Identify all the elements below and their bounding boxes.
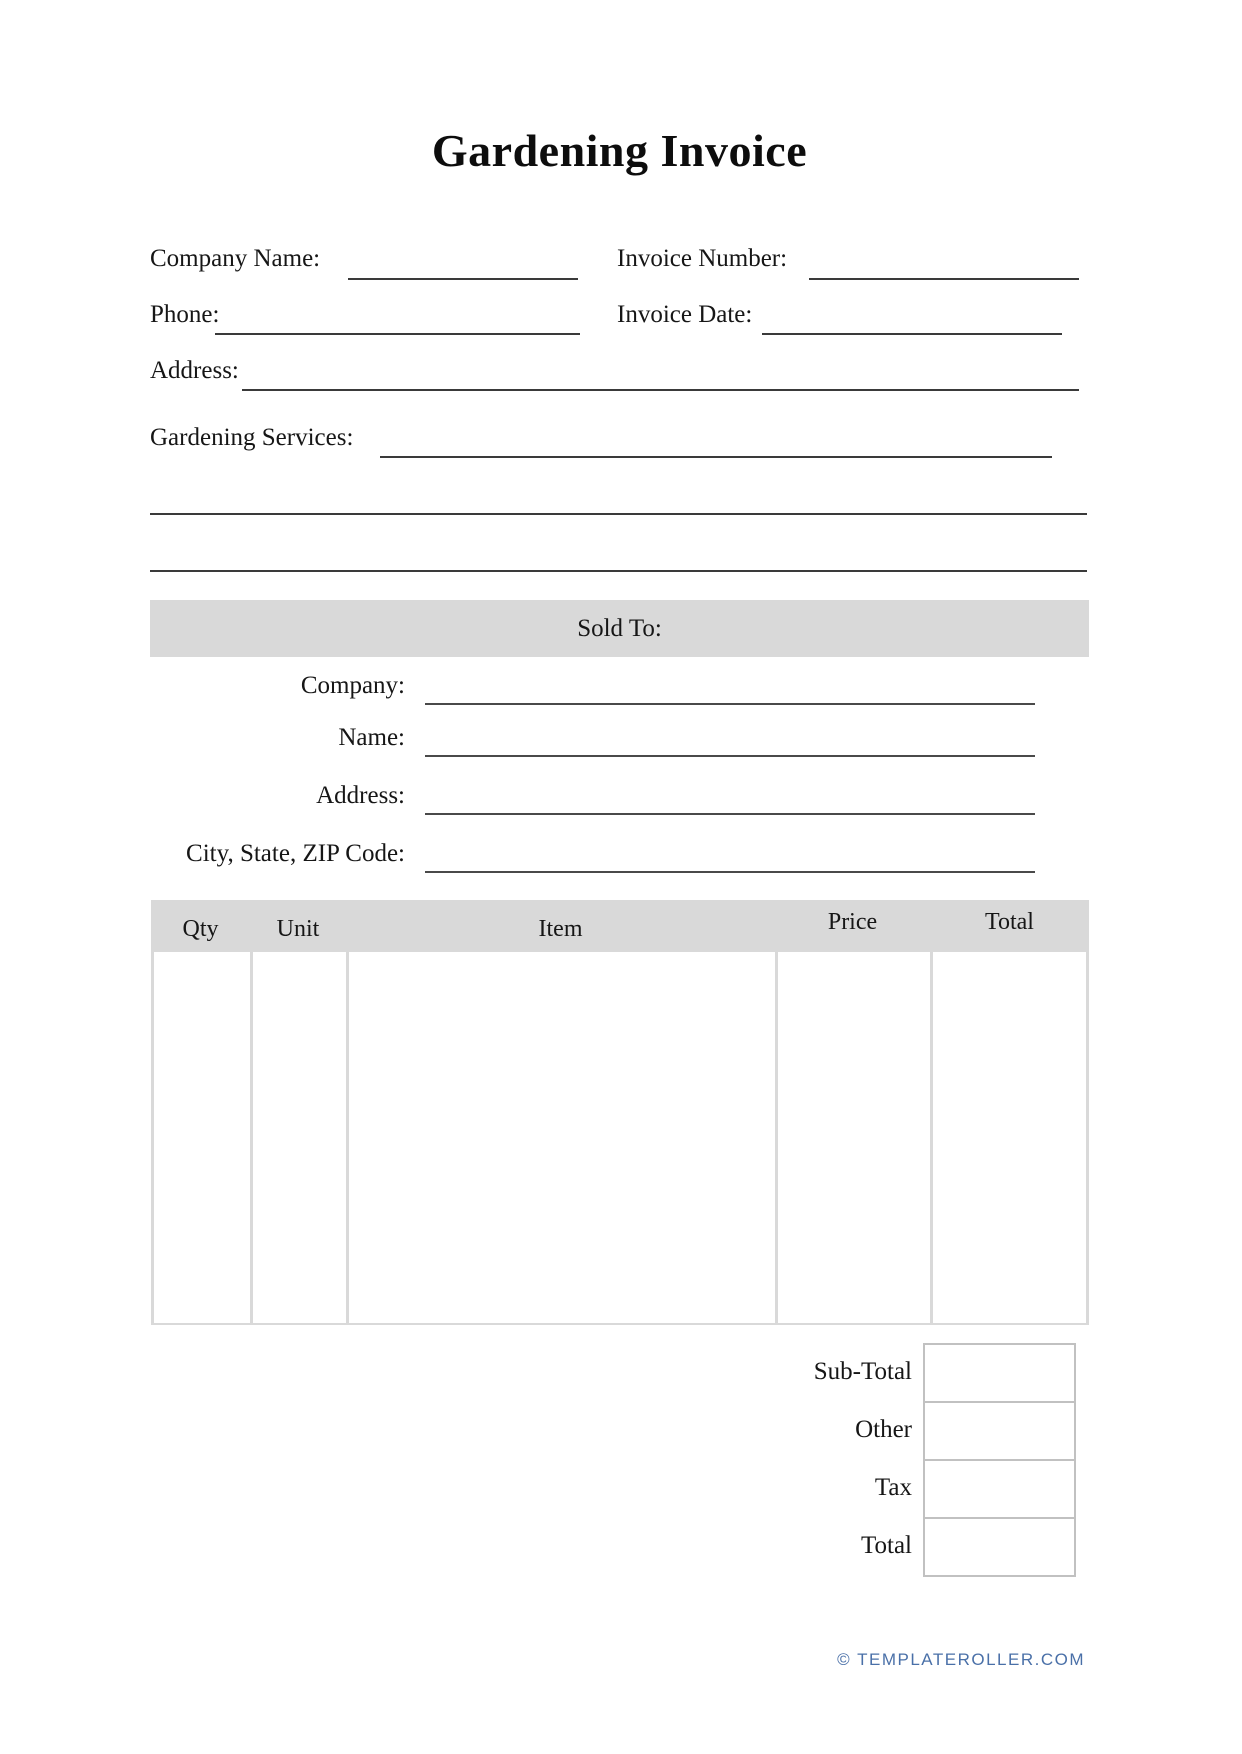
subtotal-value-box[interactable] bbox=[923, 1343, 1076, 1403]
qty-column-header: Qty bbox=[182, 916, 219, 942]
sold-to-section-header bbox=[150, 600, 1089, 657]
sold-to-company-label: Company: bbox=[300, 672, 405, 699]
sold-to-company-input-line[interactable] bbox=[425, 667, 1035, 705]
total-label: Total bbox=[860, 1532, 912, 1559]
tax-value-box[interactable] bbox=[923, 1459, 1076, 1519]
templateroller-copyright-link[interactable]: © TEMPLATEROLLER.COM bbox=[837, 1650, 1085, 1669]
address-input-line[interactable] bbox=[242, 353, 1079, 391]
tax-label: Tax bbox=[874, 1474, 912, 1501]
company-name-input-line[interactable] bbox=[348, 242, 578, 280]
phone-input-line[interactable] bbox=[215, 297, 580, 335]
sold-to-city-state-zip-label: City, State, ZIP Code: bbox=[186, 840, 405, 867]
item-column-header: Item bbox=[538, 916, 583, 942]
subtotal-label: Sub-Total bbox=[813, 1358, 912, 1385]
sold-to-name-label: Name: bbox=[338, 724, 405, 751]
gardening-services-input-line[interactable] bbox=[380, 420, 1052, 458]
price-column-cell[interactable] bbox=[775, 952, 930, 1323]
sold-to-name-input-line[interactable] bbox=[425, 719, 1035, 757]
unit-column-cell[interactable] bbox=[250, 952, 346, 1323]
gardening-services-extra-line-2[interactable] bbox=[150, 534, 1087, 572]
address-label: Address: bbox=[150, 357, 239, 384]
sold-to-city-state-zip-input-line[interactable] bbox=[425, 835, 1035, 873]
invoice-number-input-line[interactable] bbox=[809, 242, 1079, 280]
items-table-header-row bbox=[151, 900, 1089, 952]
invoice-date-label: Invoice Date: bbox=[617, 301, 753, 328]
invoice-number-label: Invoice Number: bbox=[617, 245, 788, 272]
item-column-cell[interactable] bbox=[346, 952, 775, 1323]
other-value-box[interactable] bbox=[923, 1401, 1076, 1461]
company-name-label: Company Name: bbox=[150, 245, 321, 272]
invoice-date-input-line[interactable] bbox=[762, 297, 1062, 335]
page-title: Gardening Invoice bbox=[431, 125, 808, 176]
total-value-box[interactable] bbox=[923, 1517, 1076, 1577]
total-column-header: Total bbox=[985, 909, 1034, 935]
sold-to-address-label: Address: bbox=[316, 782, 405, 809]
items-table-body bbox=[151, 952, 1089, 1325]
other-label: Other bbox=[855, 1416, 912, 1443]
total-column-cell[interactable] bbox=[930, 952, 1089, 1323]
unit-column-header: Unit bbox=[276, 916, 320, 942]
price-column-header: Price bbox=[827, 909, 878, 935]
gardening-services-extra-line-1[interactable] bbox=[150, 477, 1087, 515]
gardening-services-label: Gardening Services: bbox=[150, 424, 354, 451]
sold-to-title: Sold To: bbox=[577, 614, 662, 642]
sold-to-address-input-line[interactable] bbox=[425, 777, 1035, 815]
phone-label: Phone: bbox=[150, 301, 220, 328]
qty-column-cell[interactable] bbox=[151, 952, 250, 1323]
